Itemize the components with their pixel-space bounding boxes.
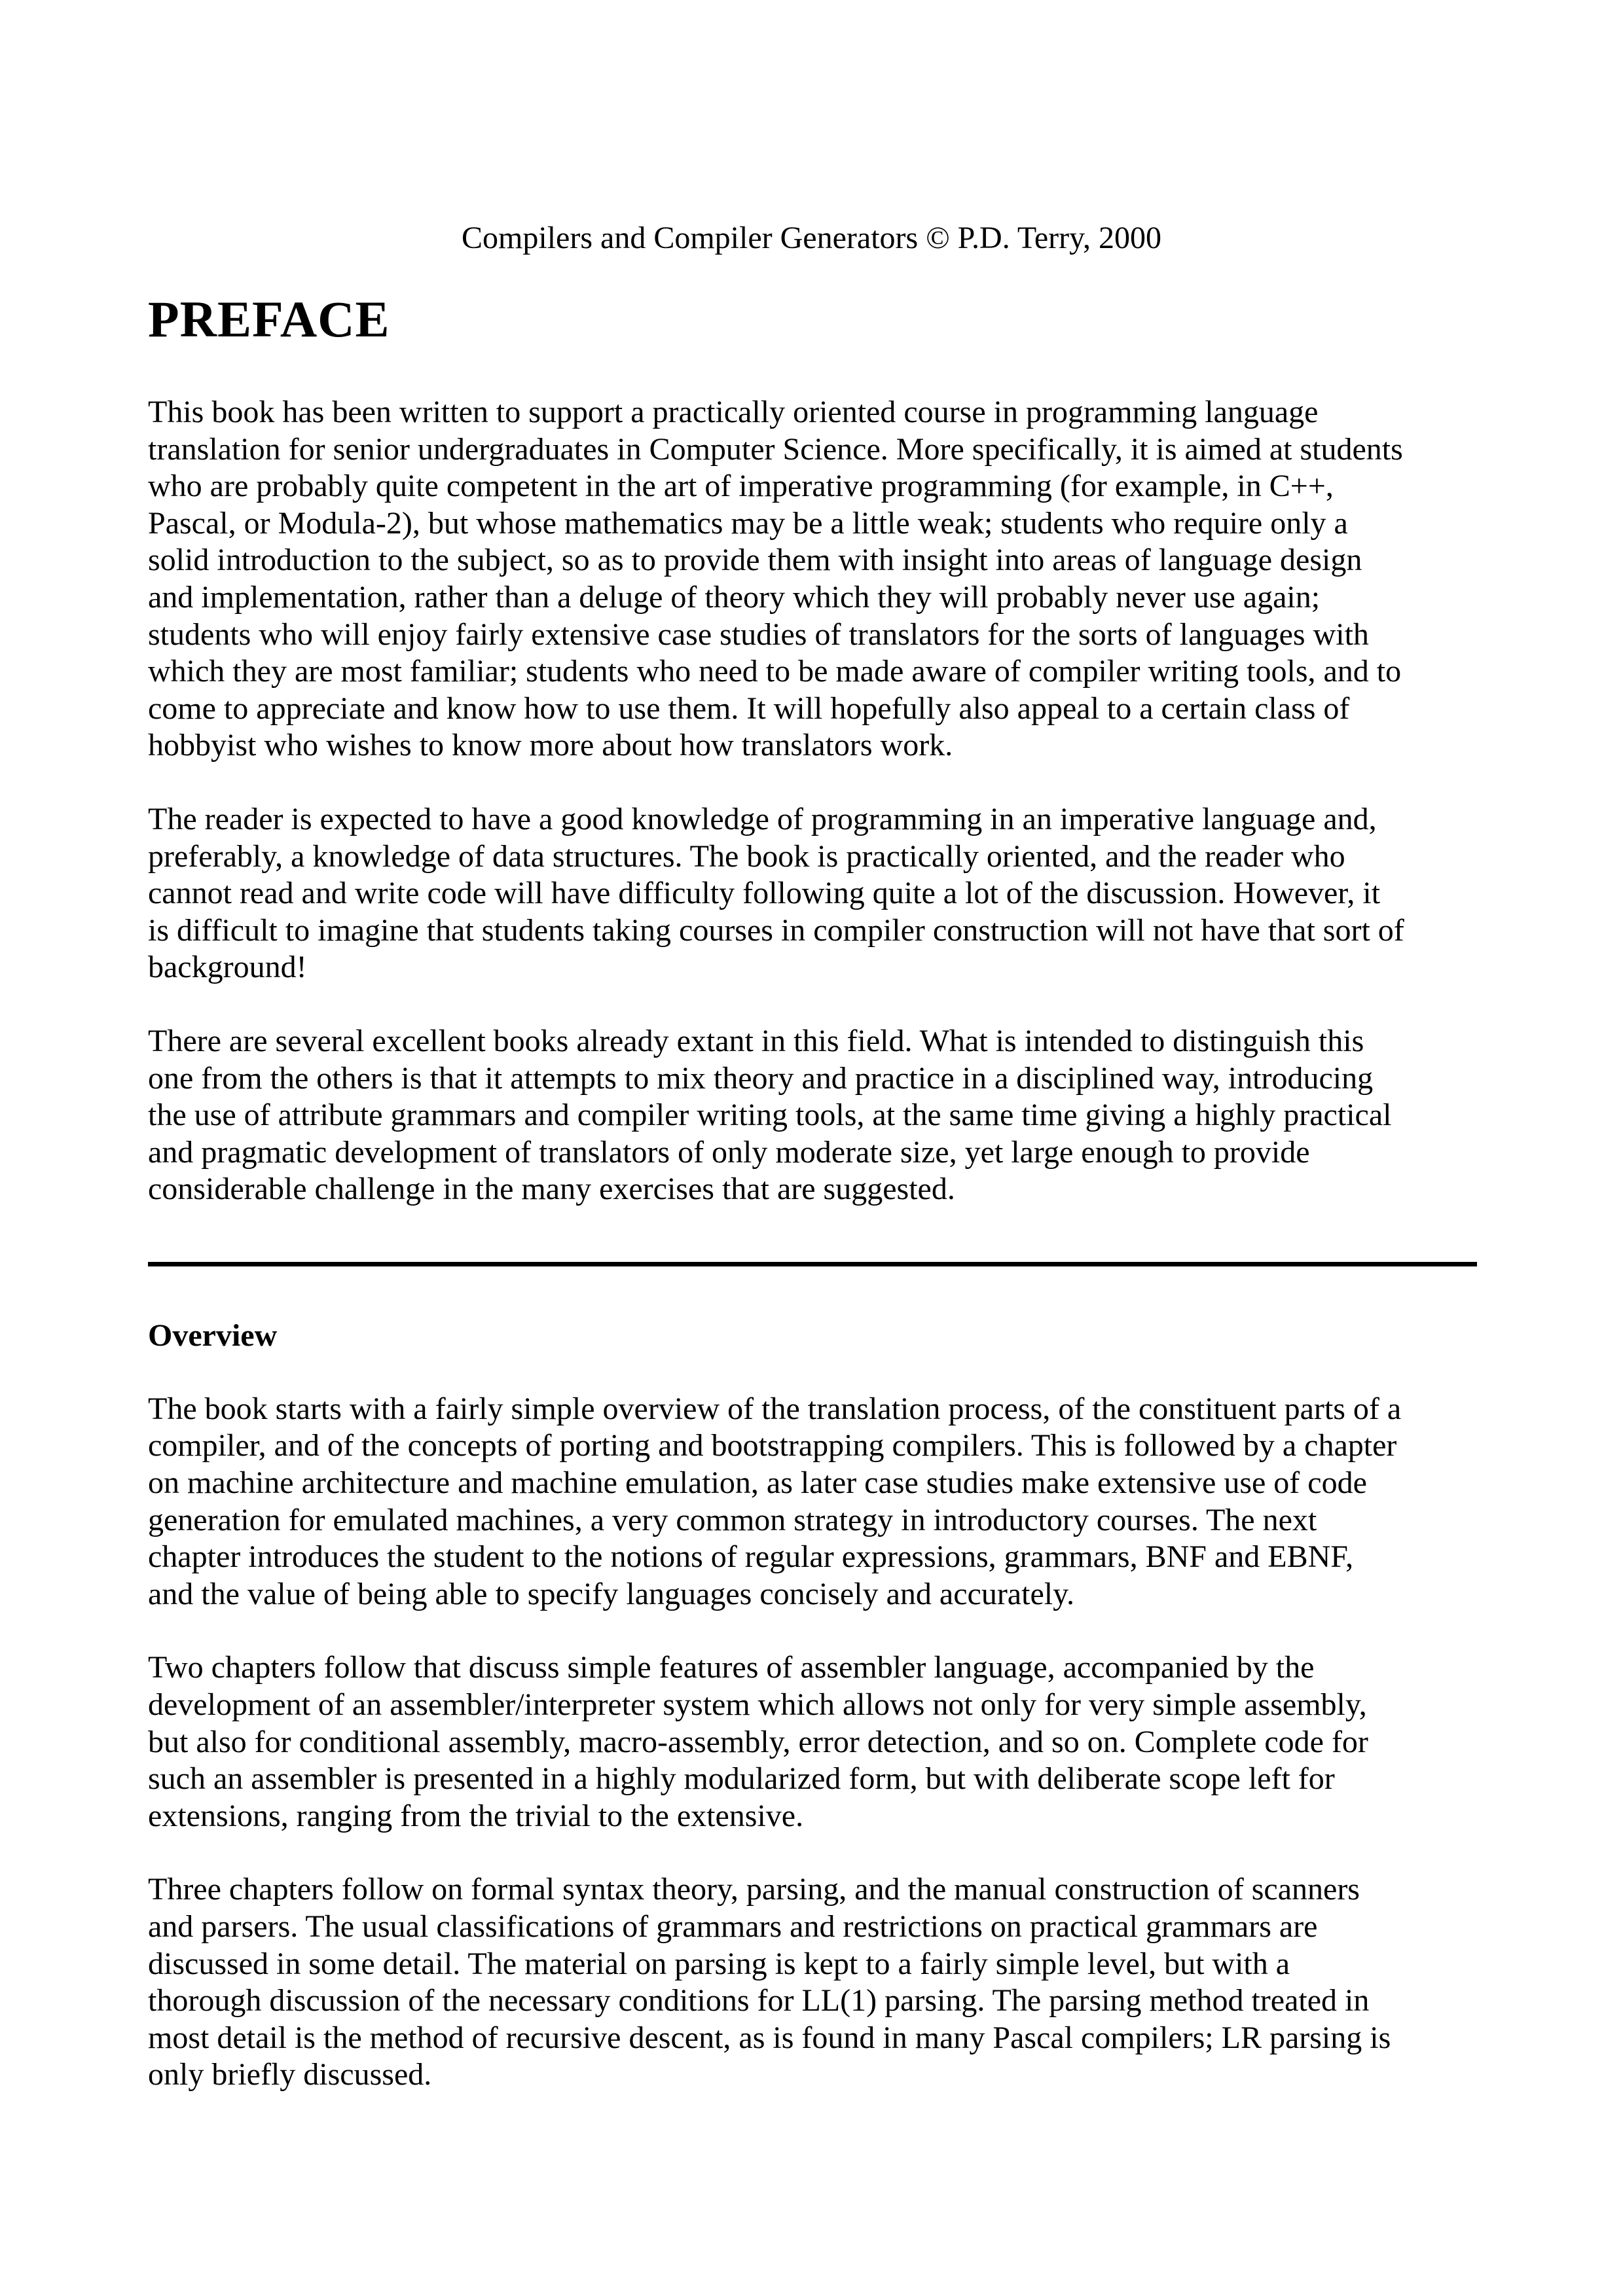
page-content	[148, 288, 1477, 2094]
section-heading-overview: Overview	[148, 1318, 278, 1353]
overview-paragraph-1: The book starts with a fairly simple overview of the translation process, of the constituent parts of a compiler, and of the concepts of porting and bootstrapping compilers. This is followed by a chapter on machine architecture and machine emulation, as later case studies make extensive use of code generation for emulated machines, a very common strategy in introductory courses. The next chapter introduces the student to the notions of regular expressions, grammars, BNF and EBNF, and the value of being able to specify languages concisely and accurately.	[148, 1391, 1402, 1611]
preface-paragraph-2: The reader is expected to have a good knowledge of programming in an imperative language and, preferably, a knowledge of data structures. The book is practically oriented, and the reader who cannot read and write code will have difficulty following quite a lot of the discussion. However, it is difficult to imagine that students taking courses in compiler construction will not have that sort of background!	[148, 801, 1404, 985]
overview-paragraph-3: Three chapters follow on formal syntax theory, parsing, and the manual construction of scanners and parsers. The usual classifications of grammars and restrictions on practical grammars are discussed in some detail. The material on parsing is kept to a fairly simple level, but with a thorough discussion of the necessary conditions for LL(1) parsing. The parsing method treated in most detail is the method of recursive descent, as is found in many Pascal compilers; LR parsing is only briefly discussed.	[148, 1872, 1391, 2092]
horizontal-divider	[148, 1262, 1477, 1266]
page-title: PREFACE	[148, 291, 390, 348]
preface-paragraph-1: This book has been written to support a practically oriented course in programming language translation for senior undergraduates in Computer Science. More specifically, it is aimed at students who are probably quite competent in the art of imperative programming (for example, in C++, Pascal, or Modula-2), but whose mathematics may be a little weak; students who require only a solid introduction to the subject, so as to provide them with insight into areas of language design and implementation, rather than a deluge of theory which they will probably never use again; students who will enjoy fairly extensive case studies of translators for the sorts of languages with which they are most familiar; students who need to be made aware of compiler writing tools, and to come to appreciate and know how to use them. It will hopefully also appeal to a certain class of hobbyist who wishes to know more about how translators work.	[148, 395, 1403, 763]
preface-paragraph-3: There are several excellent books already extant in this field. What is intended to distinguish this one from the others is that it attempts to mix theory and practice in a disciplined way, introducing the use of attribute grammars and compiler writing tools, at the same time giving a highly practical and pragmatic development of translators of only moderate size, yet large enough to provide considerable challenge in the many exercises that are suggested.	[148, 1023, 1392, 1207]
overview-paragraph-2: Two chapters follow that discuss simple features of assembler language, accompanied by the development of an assembler/interpreter system which allows not only for very simple assembly, but also for conditional assembly, macro-assembly, error detection, and so on. Complete code for such an assembler is presented in a highly modularized form, but with deliberate scope left for extensions, ranging from the trivial to the extensive.	[148, 1650, 1368, 1833]
running-header: Compilers and Compiler Generators © P.D. Terry, 2000	[462, 221, 1161, 255]
